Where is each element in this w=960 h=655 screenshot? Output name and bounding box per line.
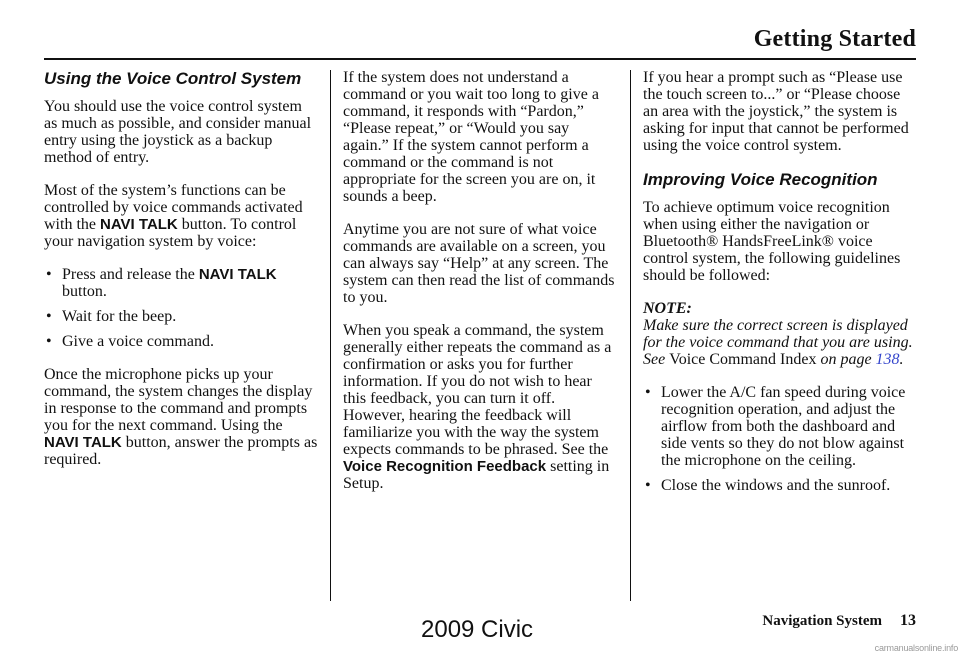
- list-item: • Lower the A/C fan speed during voice recognition operation, and adjust the airflow from both the dashboard and side vents so they do not blow against the microphone on the ceiling.: [643, 384, 918, 469]
- paragraph: [343, 322, 618, 492]
- page-title: Getting Started: [753, 26, 916, 52]
- site-watermark: carmanualsonline.info: [874, 643, 958, 653]
- text-run: .: [899, 351, 904, 368]
- column-divider: [630, 70, 631, 601]
- text-run: Most of the system’s functions can be controlled by voice commands activated with the: [44, 182, 303, 233]
- text-run: on page: [816, 351, 876, 368]
- steps-list: [44, 266, 318, 350]
- column-middle: [343, 69, 618, 508]
- list-item: • Close the windows and the sunroof.: [643, 477, 918, 494]
- voice-command-index-ref: Voice Command Index: [669, 351, 817, 368]
- note-text: [643, 317, 918, 368]
- navi-talk-term: NAVI TALK: [198, 266, 277, 283]
- header-rule: [44, 58, 916, 60]
- paragraph: [44, 366, 318, 468]
- column-divider: [330, 70, 331, 601]
- text-run: When you speak a command, the system generally either repeats the command as a confirmation or asks you for further information. If you do not wish to hear this feedback, you can turn it off. However, hearing the feedback will familiarize you with the way the system expects commands to be phrased. See the: [343, 322, 612, 458]
- section-heading-voice-control: Using the Voice Control System: [44, 69, 302, 88]
- paragraph: If you hear a prompt such as “Please use the touch screen to...” or “Please choose an area with the joystick,” the system is asking for input that cannot be performed using the voice control system.: [643, 69, 909, 154]
- text-run: button. To control your navigation system by voice:: [44, 216, 297, 250]
- paragraph: If the system does not understand a command or you wait too long to give a command, it responds with “Pardon,” “Please repeat,” or “Would you say again.” If the system cannot perform a command or the command is not appropriate for the screen you are on, it sounds a beep.: [343, 69, 599, 205]
- paragraph: To achieve optimum voice recognition when using either the navigation or Bluetooth® HandsFreeLink® voice control system, the following guidelines should be followed:: [643, 199, 901, 284]
- column-right: [643, 69, 918, 510]
- page-number: 13: [900, 612, 916, 629]
- text-run: setting in Setup.: [343, 458, 610, 492]
- list-item: [44, 266, 318, 300]
- model-watermark: 2009 Civic: [421, 616, 534, 643]
- column-left: [44, 69, 318, 484]
- list-item: • Wait for the beep.: [44, 308, 318, 325]
- section-heading-improving-voice: Improving Voice Recognition: [643, 170, 878, 189]
- paragraph: You should use the voice control system as much as possible, and consider manual entry using the joystick as a backup method of entry.: [44, 98, 312, 166]
- text-run: button.: [62, 283, 107, 300]
- footer-section-name: Navigation System: [762, 613, 882, 629]
- voice-recognition-feedback-term: Voice Recognition Feedback: [343, 458, 547, 475]
- text-run: Once the microphone picks up your command, the system changes the display in response to the command and prompts you for the next command. Using the: [44, 366, 313, 434]
- text-run: Make sure the correct screen is displayed for the voice command that you are using. See: [643, 317, 913, 368]
- note-label: NOTE:: [643, 300, 692, 317]
- page-reference-link[interactable]: 138: [875, 351, 900, 368]
- list-item: • Give a voice command.: [44, 333, 318, 350]
- guidelines-list: [643, 384, 918, 494]
- navi-talk-term: NAVI TALK: [44, 434, 122, 451]
- text-run: Press and release the: [62, 266, 199, 283]
- paragraph: [44, 182, 318, 250]
- text-run: button, answer the prompts as required.: [44, 434, 318, 468]
- paragraph: Anytime you are not sure of what voice commands are available on a screen, you can always say “Help” at any screen. The system can then read the list of commands to you.: [343, 221, 615, 306]
- navi-talk-term: NAVI TALK: [100, 216, 178, 233]
